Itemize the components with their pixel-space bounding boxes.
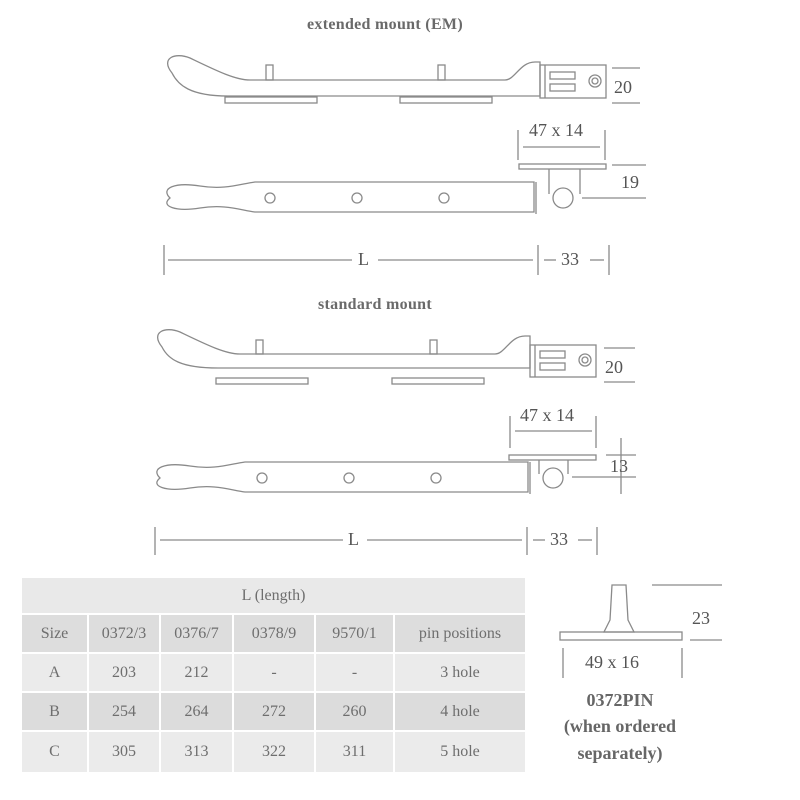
standard-plate-height-dim: 13 (610, 456, 628, 476)
extended-plate-height-dim: 19 (621, 172, 639, 192)
cell: C (22, 731, 88, 772)
standard-plate-dim: 47 x 14 (520, 405, 574, 425)
cell: - (233, 653, 315, 692)
standard-length-label: L (348, 529, 359, 549)
cell: 212 (160, 653, 233, 692)
cell: A (22, 653, 88, 692)
cell: 5 hole (394, 731, 525, 772)
table-row (22, 653, 525, 692)
header-0376-7: 0376/7 (160, 614, 233, 653)
length-table (22, 578, 525, 772)
cell: 264 (160, 692, 233, 731)
cell: 4 hole (394, 692, 525, 731)
extended-length-label: L (358, 249, 369, 269)
pin-note-line1: (when ordered (563, 716, 677, 736)
cell: 313 (160, 731, 233, 772)
cell: 305 (88, 731, 160, 772)
extended-side-view (168, 56, 640, 103)
extended-plate-dim: 47 x 14 (529, 120, 583, 140)
cell: 272 (233, 692, 315, 731)
cell: 3 hole (394, 653, 525, 692)
header-9570-1: 9570/1 (315, 614, 394, 653)
table-row (22, 692, 525, 731)
standard-side-view (158, 330, 635, 384)
pin-note-line2: separately) (577, 743, 663, 763)
table-row (22, 731, 525, 772)
extended-height-dim: 20 (614, 77, 632, 97)
cell: 322 (233, 731, 315, 772)
pin-height-dim: 23 (692, 608, 710, 628)
table-title: L (length) (22, 578, 525, 614)
pin-code: 0372PIN (586, 690, 654, 710)
header-pin-positions: pin positions (394, 614, 525, 653)
cell: - (315, 653, 394, 692)
cell: B (22, 692, 88, 731)
header-size: Size (22, 614, 88, 653)
header-0372-3: 0372/3 (88, 614, 160, 653)
cell: 203 (88, 653, 160, 692)
cell: 311 (315, 731, 394, 772)
table-header-row (22, 614, 525, 653)
pin-base-dim: 49 x 16 (585, 652, 639, 672)
extended-end-dim: 33 (561, 249, 579, 269)
cell: 260 (315, 692, 394, 731)
standard-end-dim: 33 (550, 529, 568, 549)
cell: 254 (88, 692, 160, 731)
extended-mount-title: extended mount (EM) (307, 16, 463, 33)
standard-mount-title: standard mount (317, 296, 432, 313)
header-0378-9: 0378/9 (233, 614, 315, 653)
standard-height-dim: 20 (605, 357, 623, 377)
